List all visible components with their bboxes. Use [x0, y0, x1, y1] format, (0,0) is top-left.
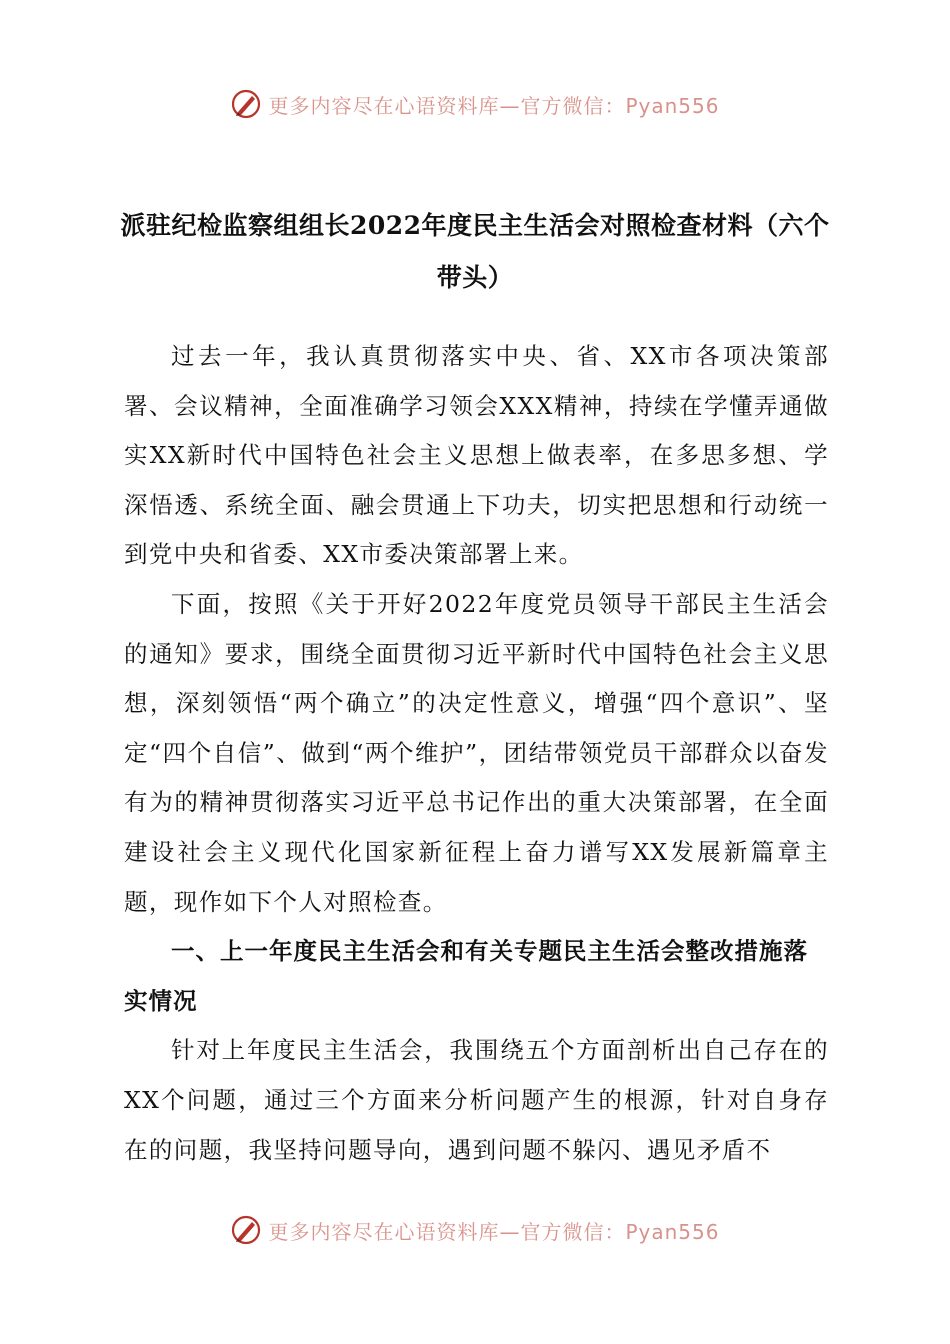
pen-logo-icon — [230, 1214, 262, 1246]
body-paragraph: 针对上年度民主生活会，我围绕五个方面剖析出自己存在的XX个问题，通过三个方面来分析问题产生的根源，针对自身存在的问题，我坚持问题导向，遇到问题不躲闪、遇见矛盾不 — [124, 1036, 829, 1164]
document-body — [124, 332, 829, 1175]
watermark-text: 更多内容尽在心语资料库—官方微信：Pyan556 — [268, 1219, 720, 1244]
watermark-text: 更多内容尽在心语资料库—官方微信：Pyan556 — [268, 93, 720, 118]
pen-logo-icon — [230, 88, 262, 120]
document-title: 派驻纪检监察组组长2022年度民主生活会对照检查材料（六个带头） — [120, 211, 830, 292]
watermark-header — [0, 84, 950, 124]
body-paragraph: 下面，按照《关于开好2022年度党员领导干部民主生活会的通知》要求，围绕全面贯彻习近平新时代中国特色社会主义思想，深刻领悟“两个确立”的决定性意义，增强“四个意识”、坚定“四个自信”、做到“两个维护”，团结带领党员干部群众以奋发有为的精神贯彻落实习近平总书记作出的重大决策部署，在全面建设社会主义现代化国家新征程上奋力谱写XX发展新篇章主题，现作如下个人对照检查。 — [124, 589, 829, 916]
section-heading: 一、上一年度民主生活会和有关专题民主生活会整改措施落实情况 — [124, 937, 808, 1015]
watermark-footer — [0, 1210, 950, 1250]
body-paragraph: 过去一年，我认真贯彻落实中央、省、XX市各项决策部署、会议精神，全面准确学习领会XXX精神，持续在学懂弄通做实XX新时代中国特色社会主义思想上做表率，在多思多想、学深悟透、系统全面、融会贯通上下功夫，切实把思想和行动统一到党中央和省委、XX市委决策部署上来。 — [124, 342, 829, 569]
